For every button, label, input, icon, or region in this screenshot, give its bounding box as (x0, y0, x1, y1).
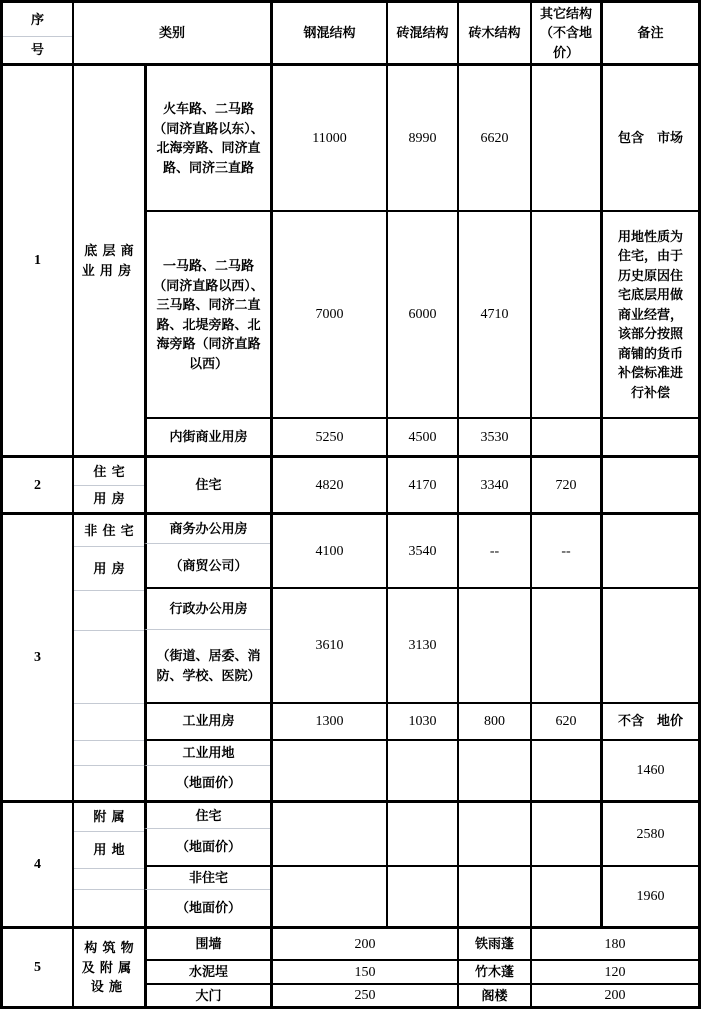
industrial-land-name-line1-cell: 工业用地 (144, 739, 270, 766)
empty-cell (457, 800, 530, 865)
category-attached-land-line2: 用地 (74, 831, 144, 868)
gridline-spacer (74, 630, 144, 703)
commercial-east-name-cell: 火车路、二马路（同济直路以东）、北海旁路、同济直路、同济三直路 (144, 63, 270, 210)
header-brick-wood-structure: 砖木结构 (457, 3, 530, 63)
empty-cell (530, 63, 600, 210)
business-office-wood-value: -- (457, 512, 530, 587)
industrial-building-steel-value: 1300 (270, 702, 386, 739)
category-residential-line2: 用房 (74, 485, 144, 512)
industrial-building-brick-value: 1030 (386, 702, 457, 739)
residential-brick-value: 4170 (386, 455, 457, 512)
structure-value2-cell: 180 (530, 926, 698, 959)
admin-office-steel-value: 3610 (270, 587, 386, 702)
attached-non-residential-remark-value: 1960 (600, 865, 698, 926)
empty-cell (600, 587, 698, 702)
header-category: 类别 (72, 3, 270, 63)
category-commercial-cell: 底层商业用房 (72, 63, 144, 455)
empty-cell (600, 512, 698, 587)
business-office-brick-value: 3540 (386, 512, 457, 587)
serial-5-cell: 5 (3, 926, 72, 1006)
structure-name-cell: 水泥埕 (144, 959, 270, 983)
header-other-structure: 其它结构（不含地价） (530, 3, 600, 63)
residential-wood-value: 3340 (457, 455, 530, 512)
empty-cell (457, 739, 530, 801)
category-structures-cell: 构筑物及附属设施 (72, 926, 144, 1006)
category-attached-land-line1: 附属 (93, 809, 130, 825)
structure-value-cell: 150 (270, 959, 457, 983)
structure-value2-cell: 200 (530, 983, 698, 1006)
empty-cell (386, 739, 457, 801)
serial-4-cell: 4 (3, 800, 72, 926)
category-residential-line1: 住宅 (93, 463, 130, 479)
serial-1-cell: 1 (3, 63, 72, 455)
empty-cell (530, 417, 600, 455)
structure-name-cell: 大门 (144, 983, 270, 1006)
commercial-west-remark-cell: 用地性质为住宅，由于历史原因住宅底层用做商业经营，该部分按照商铺的货币补偿标准进行补偿 (600, 210, 698, 417)
empty-cell (530, 587, 600, 702)
header-steel-structure: 钢混结构 (270, 3, 386, 63)
structure-value-cell: 200 (270, 926, 457, 959)
industrial-land-name-line2-cell: （地面价） (144, 765, 270, 800)
empty-cell (386, 800, 457, 865)
header-remark: 备注 (600, 3, 698, 63)
structure-value2-cell: 120 (530, 959, 698, 983)
commercial-west-wood-value: 4710 (457, 210, 530, 417)
category-non-residential-cell (72, 512, 144, 800)
empty-cell (600, 455, 698, 512)
commercial-west-brick-value: 6000 (386, 210, 457, 417)
serial-2-cell: 2 (3, 455, 72, 512)
business-office-name-line1-cell: 商务办公用房 (144, 512, 270, 543)
business-office-name-line2-cell: （商贸公司） (144, 543, 270, 587)
commercial-east-wood-value: 6620 (457, 63, 530, 210)
header-brick-concrete-structure: 砖混结构 (386, 3, 457, 63)
industrial-building-remark-cell: 不含 地价 (600, 702, 698, 739)
empty-cell (530, 865, 600, 926)
gridline-spacer (74, 765, 144, 800)
structure-name-cell: 围墙 (144, 926, 270, 959)
admin-office-name-line1-cell: 行政办公用房 (144, 587, 270, 629)
residential-steel-value: 4820 (270, 455, 386, 512)
gridline-spacer (74, 740, 144, 765)
industrial-building-name-cell: 工业用房 (144, 702, 270, 739)
empty-cell (457, 865, 530, 926)
header-serial-line1: 序 (30, 11, 44, 27)
category-attached-land-cell (72, 800, 144, 926)
gridline-spacer (74, 889, 144, 926)
empty-cell (530, 210, 600, 417)
commercial-inner-wood-value: 3530 (457, 417, 530, 455)
serial-3-cell: 3 (3, 512, 72, 800)
empty-cell (600, 417, 698, 455)
empty-cell (270, 739, 386, 801)
gridline-spacer (74, 703, 144, 740)
industrial-building-wood-value: 800 (457, 702, 530, 739)
commercial-east-remark-cell: 包含 市场 (600, 63, 698, 210)
commercial-east-steel-value: 11000 (270, 63, 386, 210)
structure-value-cell: 250 (270, 983, 457, 1006)
category-non-residential-line2: 用房 (74, 546, 144, 590)
admin-office-brick-value: 3130 (386, 587, 457, 702)
empty-cell (270, 800, 386, 865)
attached-residential-name-line2-cell: （地面价） (144, 828, 270, 865)
industrial-land-remark-value: 1460 (600, 739, 698, 801)
attached-residential-name-line1-cell: 住宅 (144, 800, 270, 828)
commercial-west-steel-value: 7000 (270, 210, 386, 417)
empty-cell (386, 865, 457, 926)
business-office-steel-value: 4100 (270, 512, 386, 587)
attached-residential-remark-value: 2580 (600, 800, 698, 865)
commercial-east-brick-value: 8990 (386, 63, 457, 210)
category-non-residential-line1: 非住宅 (84, 522, 139, 538)
empty-cell (530, 800, 600, 865)
admin-office-name-line2-cell: （街道、居委、消防、学校、医院） (144, 629, 270, 702)
residential-name-cell: 住宅 (144, 455, 270, 512)
gridline-spacer (74, 590, 144, 630)
empty-cell (270, 865, 386, 926)
header-serial-line2: 号 (3, 36, 72, 63)
attached-non-residential-name-line2-cell: （地面价） (144, 889, 270, 926)
industrial-building-other-value: 620 (530, 702, 600, 739)
commercial-inner-steel-value: 5250 (270, 417, 386, 455)
empty-cell (457, 587, 530, 702)
gridline-spacer (74, 868, 144, 889)
residential-other-value: 720 (530, 455, 600, 512)
commercial-inner-name-cell: 内街商业用房 (144, 417, 270, 455)
business-office-other-value: -- (530, 512, 600, 587)
attached-non-residential-name-line1-cell: 非住宅 (144, 865, 270, 889)
commercial-west-name-cell: 一马路、二马路（同济直路以西）、三马路、同济二直路、北堤旁路、北海旁路（同济直路以西） (144, 210, 270, 417)
structure-name2-cell: 竹木蓬 (457, 959, 530, 983)
structure-name2-cell: 阁楼 (457, 983, 530, 1006)
category-residential-cell (72, 455, 144, 512)
empty-cell (530, 739, 600, 801)
structure-name2-cell: 铁雨蓬 (457, 926, 530, 959)
commercial-inner-brick-value: 4500 (386, 417, 457, 455)
